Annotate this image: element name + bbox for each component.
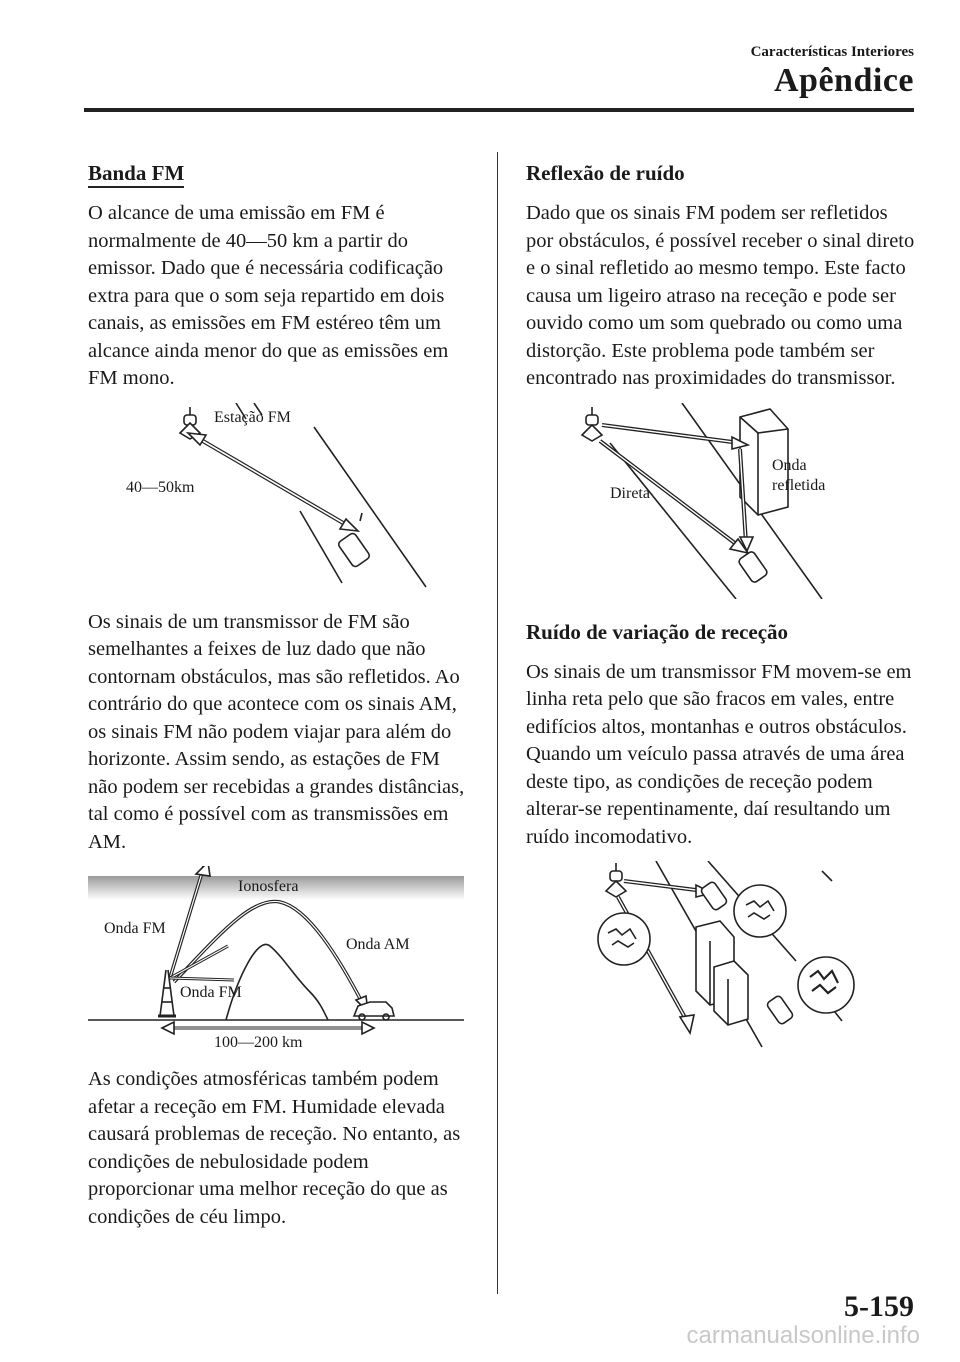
variation-figure bbox=[526, 861, 916, 1051]
noise-bubble-icon-3 bbox=[798, 957, 854, 1013]
reflection-figure bbox=[526, 403, 916, 599]
reflection-tower-icon bbox=[582, 407, 602, 441]
watermark: carmanualsonline.info bbox=[686, 1322, 920, 1349]
variation-illustration bbox=[526, 861, 916, 1051]
right-column bbox=[526, 158, 918, 1051]
fm-wave-low-label: Onda FM bbox=[180, 984, 242, 1001]
noise-reflection-paragraph: Dado que os sinais FM podem ser refletidos por obstáculos, é possível receber o sinal direto e o sinal refletido ao mesmo tempo. Este facto causa um ligeiro atraso na receção e pode ser ouvido como um som quebrado ou como uma distorção. Este problema pode também ser encontrado nas proximidades do transmissor. bbox=[526, 202, 915, 389]
fm-band-paragraph-1: O alcance de uma emissão em FM é normalmente de 40―50 km a partir do emissor. Dado que é necessária codificação extra para que o som seja repartido em dois canais, as emissões em FM estéreo têm um alcance ainda menor do que as emissões em FM mono. bbox=[88, 202, 449, 389]
header-section-title: Características Interiores bbox=[750, 44, 914, 60]
fm-station-label: Estação FM bbox=[214, 408, 291, 426]
variation-tower-icon bbox=[606, 863, 626, 897]
noise-bubble-icon-1 bbox=[598, 913, 650, 965]
fm-range-label: 40―50km bbox=[126, 478, 195, 496]
reflection-car-icon bbox=[738, 550, 769, 583]
reflected-wave-label-1: Onda bbox=[772, 456, 807, 474]
am-wave-label: Onda AM bbox=[346, 936, 410, 953]
fm-range-figure bbox=[88, 403, 472, 599]
fm-wave-up-label: Onda FM bbox=[104, 920, 166, 937]
header-chapter-title: Apêndice bbox=[774, 62, 914, 99]
variation-noise-paragraph: Os sinais de um transmissor FM movem-se em linha reta pelo que são fracos em vales, entre edifícios altos, montanhas e outros obstáculos. Quando um veículo passa através de uma área deste tipo, as condições de receção podem alterar-se repentinamente, daí resultando um ruído incomodativo. bbox=[526, 660, 912, 848]
direct-wave-label: Direta bbox=[610, 484, 650, 502]
page-number: 5-159 bbox=[844, 1290, 914, 1323]
ionosphere-figure bbox=[88, 866, 472, 1056]
fm-band-paragraph-2: Os sinais de um transmissor de FM são semelhantes a feixes de luz dado que não contornam obstáculos, mas são refletidos. Ao contrário do que acontece com os sinais AM, os sinais FM não podem viajar para além do horizonte. Assim sendo, as estações de FM não podem ser recebidas a grandes distâncias, tal como é possível com as transmissões em AM. bbox=[88, 610, 465, 853]
variation-car-icon-1 bbox=[700, 881, 728, 911]
reflection-illustration bbox=[526, 403, 916, 599]
ionosphere-label: Ionosfera bbox=[238, 878, 299, 895]
fm-range-illustration bbox=[88, 403, 472, 599]
variation-car-icon-2 bbox=[766, 995, 794, 1025]
left-column bbox=[88, 158, 472, 1241]
reflected-wave-label-2: refletida bbox=[772, 476, 826, 494]
fm-band-paragraph-3: As condições atmosféricas também podem afetar a receção em FM. Humidade elevada causará problemas de receção. No entanto, as condições de nebulosidade podem proporcionar uma melhor receção do que as condições de céu limpo. bbox=[88, 1068, 461, 1228]
variation-noise-heading: Ruído de variação de receção bbox=[526, 619, 789, 644]
variation-building-icon-2 bbox=[714, 961, 748, 1025]
column-divider bbox=[497, 152, 498, 1294]
noise-reflection-heading: Reflexão de ruído bbox=[526, 161, 685, 185]
noise-bubble-icon-2 bbox=[734, 885, 786, 937]
fm-band-heading: Banda FM bbox=[88, 158, 472, 188]
receiving-car-icon bbox=[354, 1002, 394, 1020]
header-rule bbox=[84, 108, 914, 112]
distance-label: 100―200 km bbox=[214, 1034, 303, 1051]
